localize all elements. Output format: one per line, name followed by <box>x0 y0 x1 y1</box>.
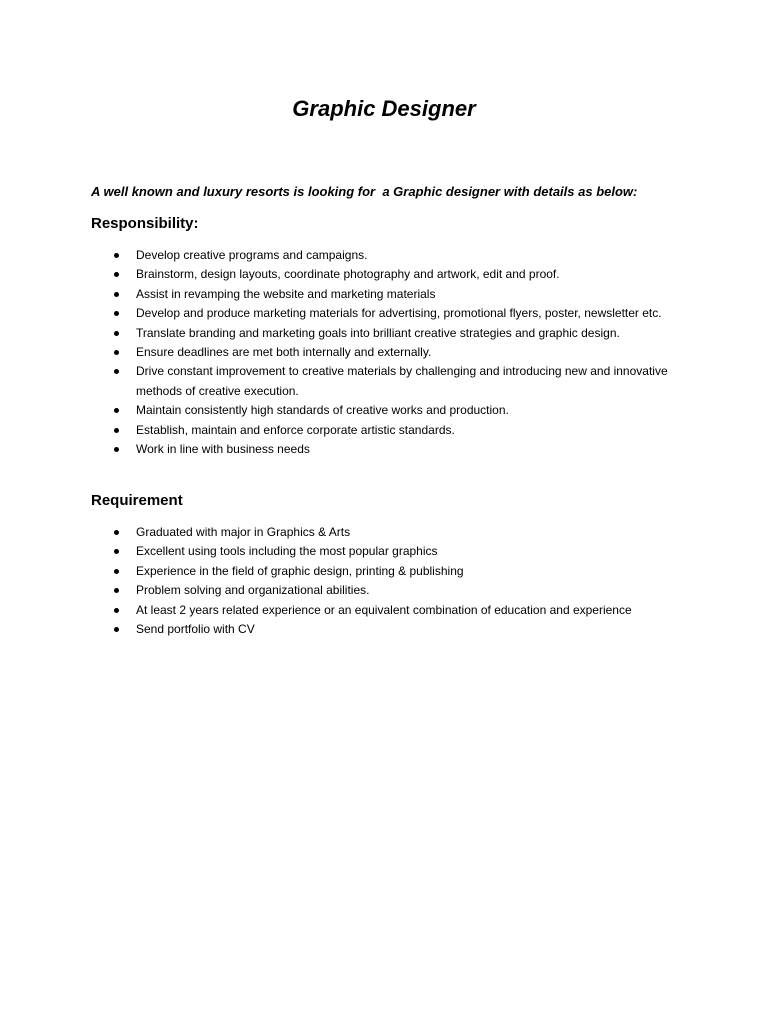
bullet-icon <box>114 608 119 613</box>
list-item-text: Maintain consistently high standards of creative works and production. <box>136 403 509 418</box>
list-item <box>0 285 696 304</box>
list-item <box>0 362 696 401</box>
list-item <box>0 601 696 620</box>
list-item-text: Establish, maintain and enforce corporate artistic standards. <box>136 422 455 437</box>
list-item-text: Graduated with major in Graphics & Arts <box>136 525 351 539</box>
list-item-text: Brainstorm, design layouts, coordinate photography and artwork, edit and proof. <box>136 267 560 282</box>
bullet-icon <box>114 627 119 632</box>
bullet-icon <box>114 428 119 433</box>
bullet-icon <box>114 253 119 258</box>
responsibility-list <box>0 246 696 459</box>
intro-text: A well known and luxury resorts is looking for a Graphic designer with details as below: <box>91 184 638 199</box>
bullet-icon <box>114 530 119 535</box>
list-item <box>0 324 696 343</box>
list-item-text: Work in line with business needs <box>136 442 310 457</box>
bullet-icon <box>114 331 119 336</box>
bullet-icon <box>114 292 119 297</box>
list-item-text: At least 2 years related experience or an equivalent combination of education and experience <box>136 602 632 617</box>
bullet-icon <box>114 447 119 452</box>
list-item <box>0 562 696 581</box>
list-item-text: Experience in the field of graphic design, printing & publishing <box>136 563 464 578</box>
bullet-icon <box>114 369 119 374</box>
list-item <box>0 343 696 362</box>
bullet-icon <box>114 350 119 355</box>
list-item <box>0 246 696 265</box>
bullet-icon <box>114 569 119 574</box>
list-item-text: Assist in revamping the website and marketing materials <box>136 286 436 301</box>
list-item-text: Translate branding and marketing goals into brilliant creative strategies and graphic design. <box>136 325 620 340</box>
list-item <box>0 304 696 323</box>
list-item-text: Develop and produce marketing materials for advertising, promotional flyers, poster, newsletter etc. <box>136 306 662 321</box>
list-item <box>0 542 696 561</box>
list-item <box>0 440 696 459</box>
list-item <box>0 581 696 600</box>
list-item-text: Drive constant improvement to creative materials by challenging and introducing new and innovative methods of creative execution. <box>136 364 668 398</box>
list-item-text: Ensure deadlines are met both internally and externally. <box>136 345 432 360</box>
bullet-icon <box>114 588 119 593</box>
list-item-text: Develop creative programs and campaigns. <box>136 248 368 262</box>
bullet-icon <box>114 408 119 413</box>
bullet-icon <box>114 272 119 277</box>
list-item <box>0 401 696 420</box>
requirement-list <box>0 523 696 639</box>
list-item-text: Send portfolio with CV <box>136 622 255 637</box>
list-item <box>0 620 696 639</box>
list-item-text: Problem solving and organizational abilities. <box>136 583 370 598</box>
bullet-icon <box>114 549 119 554</box>
bullet-icon <box>114 311 119 316</box>
requirement-heading: Requirement <box>91 492 183 509</box>
responsibility-heading: Responsibility: <box>91 215 199 232</box>
list-item-text: Excellent using tools including the most popular graphics <box>136 544 438 559</box>
list-item <box>0 421 696 440</box>
page-title: Graphic Designer <box>292 96 476 121</box>
list-item <box>0 523 696 542</box>
list-item <box>0 265 696 284</box>
